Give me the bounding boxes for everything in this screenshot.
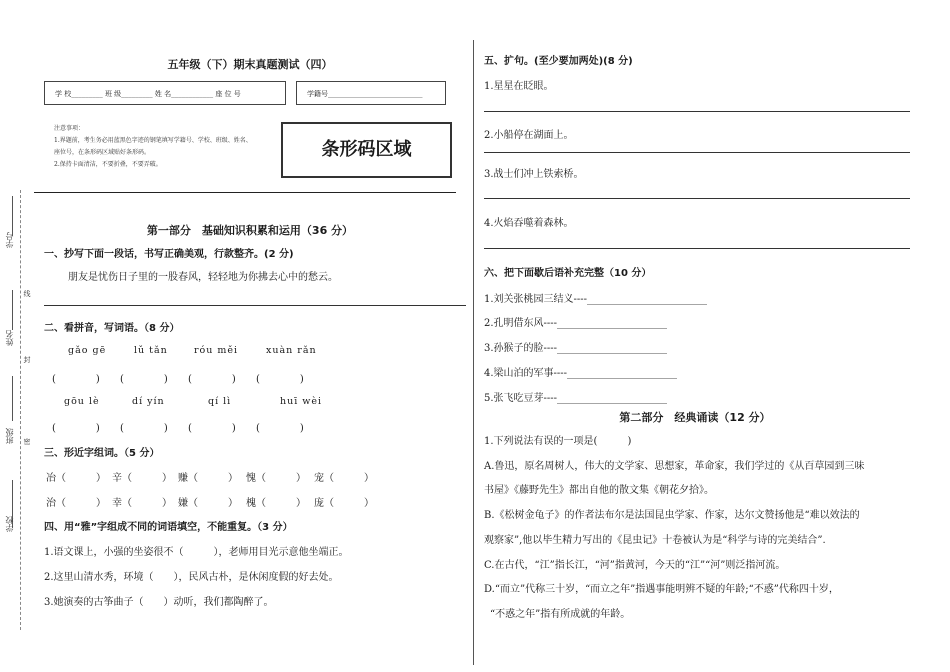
- student-info-box[interactable]: 学 校_________ 班 级_________ 姓 名____________ 座 位 号: [44, 81, 286, 105]
- q1-text: 朋友是忧伤日子里的一股春风，轻轻地为你拂去心中的愁云。: [68, 272, 338, 283]
- notice-line: 座位号，在条形码区域贴好条形码。: [54, 149, 151, 156]
- pinyin: qí lì: [208, 396, 232, 407]
- column-divider: [473, 40, 474, 665]
- q5-answer-line[interactable]: [484, 198, 910, 199]
- binding-underline: [12, 290, 13, 330]
- binding-strip: [0, 0, 30, 672]
- option-b-line: 观察家”,他以毕生精力写出的《昆虫记》十卷被认为是“科学与诗的完美结合”.: [484, 535, 826, 546]
- word-item[interactable]: 宠（ ）: [314, 473, 374, 484]
- q2-title: 二、看拼音，写词语。（8 分）: [44, 323, 180, 334]
- binding-label-school: 学校: [5, 516, 14, 532]
- barcode-area: 条形码区域: [281, 122, 452, 178]
- pinyin: huī wèi: [280, 396, 323, 407]
- option-a-line: 书屋》《藤野先生》都出自他的散文集《朝花夕拾》。: [484, 485, 714, 496]
- word-item[interactable]: 幸（ ）: [112, 498, 172, 509]
- q4-item[interactable]: 3.她演奏的古筝曲子（ ）动听，我们都陶醉了。: [44, 597, 274, 608]
- notice-line: 1.界题前，考生务必用蓝黑色字迹的钢笔填写学籍号、学校、班级、姓名、: [54, 137, 252, 144]
- answer-blank[interactable]: ( ): [120, 423, 168, 434]
- q6-item[interactable]: 4.梁山泊的军事----______________________: [484, 368, 678, 379]
- binding-mark-secret: 密: [23, 438, 31, 445]
- binding-label-class: 班级: [5, 428, 14, 444]
- answer-blank[interactable]: ( ): [120, 374, 168, 385]
- q4-title: 四、用“雅”字组成不同的词语填空，不能重复。（3 分）: [44, 522, 293, 533]
- q6-title: 六、把下面歇后语补充完整（10 分）: [484, 268, 652, 279]
- answer-blank[interactable]: ( ): [256, 374, 304, 385]
- binding-mark-line: 线: [23, 290, 31, 297]
- binding-label-name: 姓名: [5, 330, 14, 346]
- option-d-line: “不惑之年”指有所成就的年龄。: [490, 609, 631, 620]
- q6-item[interactable]: 1.刘关张桃园三结义----________________________: [484, 294, 708, 305]
- binding-dashed-line: [20, 190, 21, 630]
- notice-line: 2.保持卡面清洁，不要折叠，不要弄破。: [54, 161, 162, 168]
- word-item[interactable]: 庞（ ）: [314, 498, 374, 509]
- pinyin: róu měi: [194, 345, 239, 356]
- q5-title: 五、扩句。(至少要加两处)(8 分): [484, 56, 633, 67]
- part2-title: 第二部分 经典诵读（12 分）: [619, 411, 771, 424]
- word-item[interactable]: 槐（ ）: [246, 498, 306, 509]
- left-column: [34, 0, 466, 672]
- pinyin: gǎo gē: [68, 345, 107, 356]
- q1-answer-line[interactable]: [44, 305, 466, 306]
- word-item[interactable]: 愧（ ）: [246, 473, 306, 484]
- student-number-box[interactable]: 学籍号___________________________: [296, 81, 446, 105]
- pinyin: lǔ tǎn: [134, 345, 168, 356]
- q3-title: 三、形近字组词。（5 分）: [44, 448, 160, 459]
- q5-answer-line[interactable]: [484, 111, 910, 112]
- q5-item: 3.战士们冲上铁索桥。: [484, 169, 584, 180]
- part2-q1-stem: 1.下列说法有误的一项是( ): [484, 436, 632, 447]
- binding-underline: [12, 376, 13, 421]
- right-column: [480, 0, 910, 672]
- q5-item: 1.星星在眨眼。: [484, 81, 554, 92]
- binding-mark-seal: 封: [23, 356, 31, 363]
- answer-blank[interactable]: ( ): [52, 423, 100, 434]
- pinyin: gōu lè: [64, 396, 100, 407]
- notice: [54, 123, 294, 171]
- option-b-line[interactable]: B.《松树金龟子》的作者法布尔是法国昆虫学家、作家，达尔文赞扬他是“难以效法的: [484, 510, 860, 521]
- binding-underline: [12, 196, 13, 236]
- answer-blank[interactable]: ( ): [188, 374, 236, 385]
- binding-label-student-id: 学号: [5, 232, 14, 248]
- word-item[interactable]: 辛（ ）: [112, 473, 172, 484]
- answer-blank[interactable]: ( ): [52, 374, 100, 385]
- word-item[interactable]: 赚（ ）: [178, 473, 238, 484]
- q1-title: 一、抄写下面一段话，书写正确美观，行款整齐。(2 分): [44, 249, 294, 260]
- q5-item: 4.火焰吞噬着森林。: [484, 218, 574, 229]
- exam-title: 五年级（下）期末真题测试（四）: [167, 58, 333, 71]
- part1-title: 第一部分 基础知识积累和运用（36 分）: [146, 224, 354, 237]
- q6-item[interactable]: 5.张飞吃豆芽----______________________: [484, 393, 668, 404]
- header-divider: [34, 192, 456, 193]
- word-item[interactable]: 冶（ ）: [46, 473, 106, 484]
- answer-blank[interactable]: ( ): [188, 423, 236, 434]
- answer-blank[interactable]: ( ): [256, 423, 304, 434]
- q4-item[interactable]: 1.语文课上，小强的坐姿很不（ ），老师用目光示意他坐端正。: [44, 547, 349, 558]
- q6-item[interactable]: 2.孔明借东风----______________________: [484, 318, 668, 329]
- option-d-line[interactable]: D.“而立”代称三十岁，“而立之年”指遇事能明辨不疑的年龄;“不惑”代称四十岁，: [484, 584, 839, 595]
- q6-item[interactable]: 3.孙猴子的脸----______________________: [484, 343, 668, 354]
- notice-title: 注意事项：: [54, 125, 85, 132]
- q4-item[interactable]: 2.这里山清水秀，环境（ ），民风古朴，是休闲度假的好去处。: [44, 572, 339, 583]
- option-c-line[interactable]: C.在古代，“江”指长江，“河”指黄河，今天的“江”“河”则泛指河流。: [484, 560, 786, 571]
- q5-answer-line[interactable]: [484, 152, 910, 153]
- pinyin: dí yín: [132, 396, 165, 407]
- word-item[interactable]: 嫌（ ）: [178, 498, 238, 509]
- option-a-line[interactable]: A.鲁迅，原名周树人，伟大的文学家、思想家，革命家，我们学过的《从百草园到三味: [484, 461, 865, 472]
- q5-answer-line[interactable]: [484, 248, 910, 249]
- q5-item: 2.小船停在湖面上。: [484, 130, 574, 141]
- pinyin: xuàn rǎn: [266, 345, 317, 356]
- word-item[interactable]: 治（ ）: [46, 498, 106, 509]
